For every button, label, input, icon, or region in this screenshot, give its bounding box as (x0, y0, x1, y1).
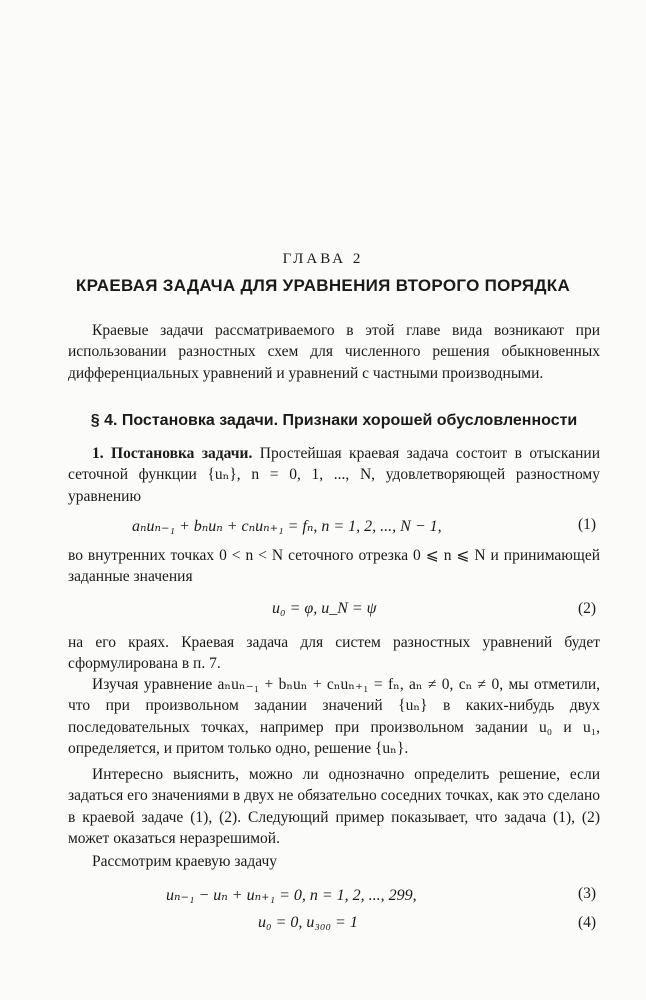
equation-2-number: (2) (578, 600, 597, 617)
paragraph-studying-equation: Изучая уравнение aₙuₙ₋₁ + bₙuₙ + cₙuₙ₊₁ = fₙ, aₙ ≠ 0, cₙ ≠ 0, мы отметили, что при произвольном задании значений {uₙ} в каких-нибудь двух последовательных точках, например при произвольном задании u₀ и u₁, определяется, и притом только одно, решение {uₙ}. (68, 676, 600, 757)
paragraph-consider-problem: Рассмотрим краевую задачу (92, 853, 278, 870)
equation-1: aₙuₙ₋₁ + bₙuₙ + cₙuₙ₊₁ = fₙ, n = 1, 2, ..., N − 1, (132, 518, 442, 535)
section-title: § 4. Постановка задачи. Признаки хорошей обусловленности (90, 412, 578, 429)
chapter-label: ГЛАВА 2 (282, 251, 364, 267)
paragraph-interior-points: во внутренних точках 0 < n < N сеточного отрезка 0 ⩽ n ⩽ N и принимающей заданные значения (68, 547, 600, 586)
paragraph-boundary: на его краях. Краевая задача для систем разностных уравнений будет сформулирована в п. 7. (68, 634, 600, 673)
paragraph-uniqueness-question: Интересно выяснить, можно ли однозначно определить решение, если задаться его значениями в двух не обязательно соседних точках, как это сделано в краевой задаче (1), (2). Следующий пример показывает, что задача (1), (2) может оказаться неразрешимой. (68, 766, 600, 847)
equation-2: u₀ = φ, u_N = ψ (272, 600, 377, 617)
chapter-intro-paragraph: Краевые задачи рассматриваемого в этой главе вида возникают при использовании разностных схем для численного решения обыкновенных дифференциальных уравнений и уравнений с частными производными. (68, 322, 600, 382)
equation-4-number: (4) (578, 914, 597, 931)
equation-1-number: (1) (578, 516, 597, 533)
chapter-title: КРАЕВАЯ ЗАДАЧА ДЛЯ УРАВНЕНИЯ ВТОРОГО ПОРЯДКА (75, 276, 571, 295)
subsection-heading: 1. Постановка задачи. (92, 445, 253, 462)
equation-3: uₙ₋₁ − uₙ + uₙ₊₁ = 0, n = 1, 2, ..., 299, (166, 887, 417, 904)
subsection-paragraph (68, 443, 600, 507)
equation-3-number: (3) (578, 885, 597, 902)
equation-4: u₀ = 0, u₃₀₀ = 1 (258, 914, 358, 931)
subsection-text: Простейшая краевая задача состоит в отыскании сеточной функции {uₙ}, n = 0, 1, ..., N, удовлетворяющей разностному уравнению (68, 445, 600, 505)
